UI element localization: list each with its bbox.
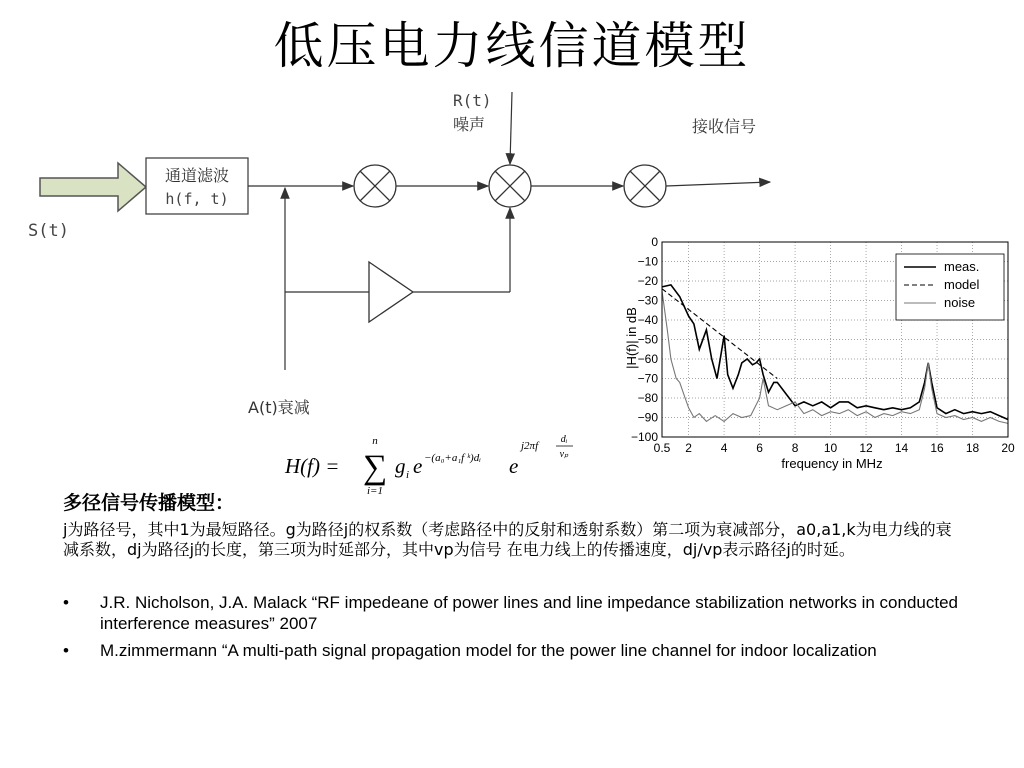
transfer-function-formula bbox=[283, 428, 583, 500]
chart-ylabel: |H(f)| in dB bbox=[624, 307, 639, 369]
x-tick-label: 6 bbox=[756, 441, 763, 455]
y-tick-label: −60 bbox=[637, 352, 658, 366]
x-tick-label: 10 bbox=[823, 441, 838, 455]
y-tick-label: −70 bbox=[637, 371, 658, 386]
y-tick-label: −40 bbox=[637, 313, 658, 327]
x-tick-label: 2 bbox=[685, 441, 692, 455]
section-heading: 多径信号传播模型： bbox=[63, 492, 235, 514]
y-tick-label: −10 bbox=[637, 254, 658, 269]
formula-exp2-num: dᵢ bbox=[560, 434, 568, 445]
reference-item bbox=[63, 640, 993, 661]
x-tick-label: 12 bbox=[859, 441, 873, 455]
reference-text: J.R. Nicholson, J.A. Malack “RF impedeane of power lines and line impedance stabilization networks in conducted interference measures” 2007 bbox=[100, 593, 958, 633]
y-tick-label: −80 bbox=[637, 391, 658, 405]
formula-sum-top: n bbox=[372, 435, 378, 447]
attenuation-label: A(t)衰减 bbox=[248, 398, 310, 417]
formula-lhs: H(f) = bbox=[285, 454, 340, 478]
output-label: 接收信号 bbox=[692, 117, 757, 136]
y-tick-label: −50 bbox=[637, 332, 658, 347]
x-tick-label: 8 bbox=[791, 441, 799, 455]
formula-exp1: −(a₀+a₁f ᵏ)dᵢ bbox=[424, 452, 481, 464]
multiplier-3 bbox=[624, 165, 666, 207]
y-tick-label: 0 bbox=[651, 235, 658, 249]
legend-label: model bbox=[944, 277, 980, 292]
channel-filter-label: 通道滤波 bbox=[164, 166, 230, 185]
formula-e2: e bbox=[509, 454, 519, 478]
chart-xlabel: frequency in MHz bbox=[781, 456, 883, 471]
channel-response-chart bbox=[620, 232, 1020, 477]
formula-e1: e bbox=[413, 454, 423, 478]
noise-label: 噪声 bbox=[453, 115, 486, 134]
x-tick-label: 20 bbox=[1001, 441, 1015, 455]
x-tick-label: 0.5 bbox=[653, 441, 671, 455]
x-tick-label: 16 bbox=[930, 441, 944, 455]
formula-exp2-head: j2πf bbox=[521, 440, 539, 452]
multiplier-1 bbox=[354, 165, 396, 207]
slide-title: 低压电力线信道模型 bbox=[273, 17, 751, 75]
formula-sum-sign: ∑ bbox=[363, 449, 388, 486]
attenuation-amplifier bbox=[369, 262, 413, 322]
input-arrow bbox=[40, 163, 146, 211]
multiplier-2 bbox=[489, 165, 531, 207]
y-tick-label: −30 bbox=[637, 293, 658, 308]
chart-legend bbox=[896, 254, 1004, 320]
bullet-marker: • bbox=[63, 641, 69, 660]
formula-sum-bottom: i=1 bbox=[367, 485, 383, 497]
bullet-marker: • bbox=[63, 593, 69, 612]
reference-item bbox=[63, 592, 993, 634]
formula-gi-sub: i bbox=[406, 469, 410, 481]
x-tick-label: 18 bbox=[965, 441, 980, 455]
noise-signal-label: R(t) bbox=[453, 91, 492, 110]
formula-gi: g bbox=[395, 454, 406, 478]
y-tick-label: −20 bbox=[637, 274, 658, 288]
reference-list bbox=[63, 592, 993, 667]
input-label: S(t) bbox=[28, 221, 69, 241]
x-tick-label: 14 bbox=[894, 441, 909, 455]
x-tick-label: 4 bbox=[720, 441, 728, 455]
y-tick-label: −100 bbox=[630, 430, 658, 444]
legend-label: meas. bbox=[944, 259, 980, 274]
legend-label: noise bbox=[944, 295, 976, 310]
channel-filter-function: h(f, t) bbox=[165, 190, 229, 208]
explanation-paragraph: j为路径号，其中1为最短路径。g为路径j的权系数（考虑路径中的反射和透射系数）第二项为衰减部分，a0,a1,k为电力线的衰减系数，dj为路径j的长度，第三项为时延部分，其中vp为信号 在电力线上的传播速度，dj/vp表示路径j的时延。 bbox=[63, 520, 952, 559]
reference-text: M.zimmermann “A multi-path signal propagation model for the power line channel for indoor localization bbox=[100, 641, 877, 660]
y-tick-label: −90 bbox=[637, 410, 658, 425]
formula-exp2-den: vₚ bbox=[559, 449, 569, 460]
